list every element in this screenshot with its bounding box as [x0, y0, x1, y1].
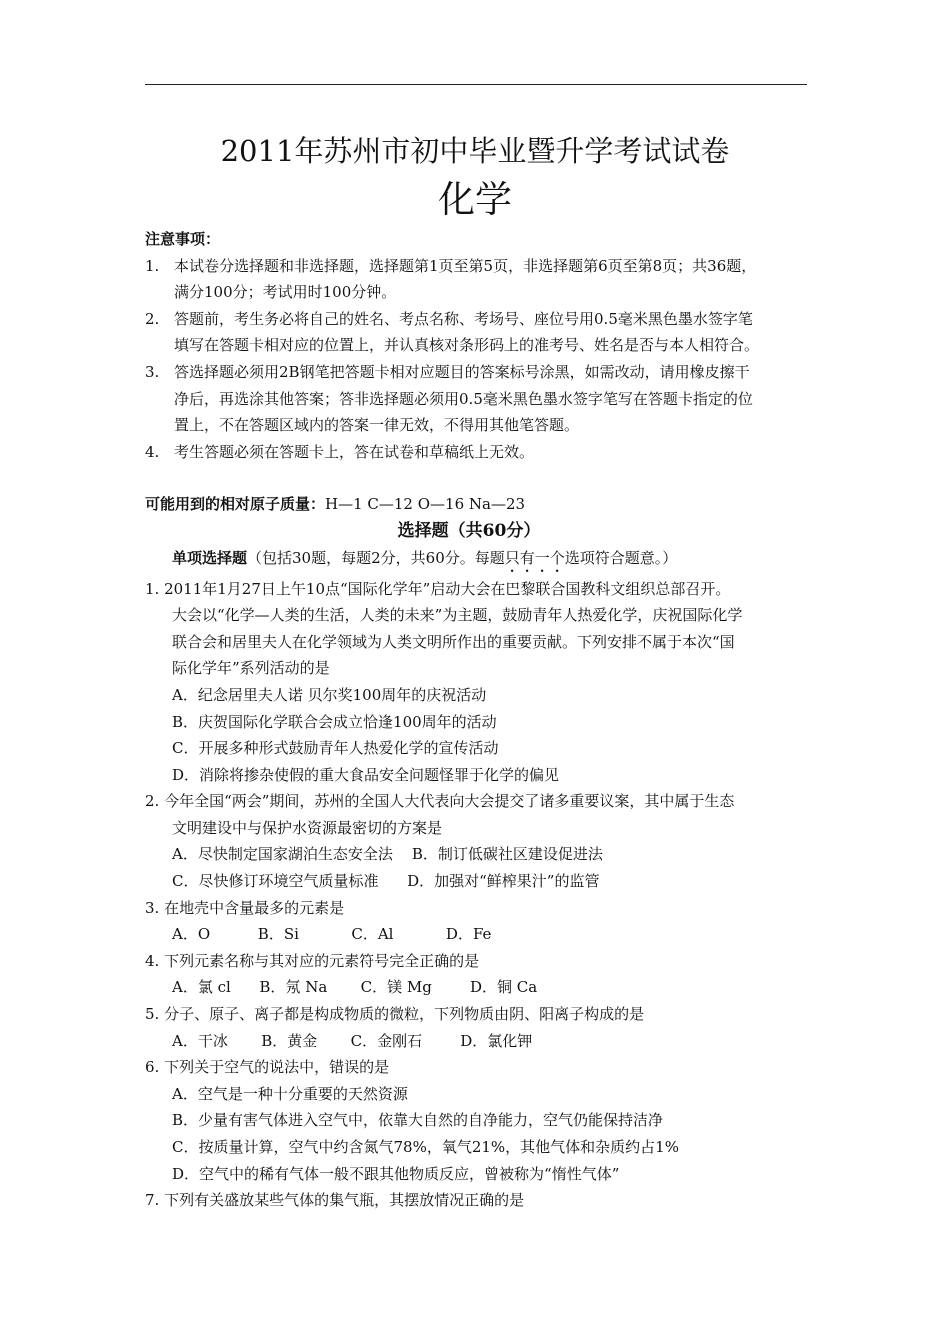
- question-text: 下列元素名称与其对应的元素符号完全正确的是: [164, 951, 480, 970]
- note-text: 填写在答题卡相对应的位置上，并认真核对条形码上的准考号、姓名是否与本人相符合。: [174, 336, 760, 355]
- note-line: [145, 332, 815, 359]
- note-line: [145, 439, 815, 466]
- question-text: 际化学年”系列活动的是: [172, 659, 330, 678]
- question-line: [145, 1054, 815, 1081]
- note-text: 答题前，考生务必将自己的姓名、考点名称、考场号、座位号用0.5毫米黑色墨水签字笔: [174, 309, 753, 328]
- subject-title: 化学: [438, 178, 512, 221]
- note-number: 4.: [145, 442, 160, 461]
- question-text: 分子、原子、离子都是构成物质的微粒，下列物质由阴、阳离子构成的是: [164, 1005, 645, 1024]
- note-line: [145, 412, 815, 439]
- answer-option: A．纪念居里夫人诺 贝尔奖100周年的庆祝活动: [172, 685, 487, 704]
- question-number: 1.: [145, 579, 160, 598]
- question-text: 在地壳中含量最多的元素是: [164, 898, 345, 917]
- question-number: 2.: [145, 792, 160, 811]
- single-choice-desc-emphasis: 只有一个: [504, 548, 565, 567]
- question-number: 7.: [145, 1191, 160, 1210]
- note-line: [145, 306, 815, 333]
- question-line: [145, 602, 815, 629]
- question-line: [145, 948, 815, 975]
- note-text: 满分100分；考试用时100分钟。: [174, 283, 397, 302]
- exam-content: [145, 226, 815, 1214]
- notes-heading: 注意事项：: [145, 230, 221, 248]
- question-list: [145, 576, 815, 1214]
- note-text: 答选择题必须用2B钢笔把答题卡相对应题目的答案标号涂黑，如需改动，请用橡皮擦干: [174, 362, 750, 381]
- answer-option: A．干冰 B．黄金 C．金刚石 D．氯化钾: [172, 1031, 533, 1050]
- note-line: [145, 279, 815, 306]
- question-number: 4.: [145, 951, 160, 970]
- question-line: [145, 576, 815, 603]
- question-text: 今年全国“两会”期间，苏州的全国人大代表向大会提交了诸多重要议案，其中属于生态: [164, 792, 735, 811]
- section-title: 选择题（共60分）: [397, 520, 541, 541]
- note-number: 2.: [145, 309, 160, 328]
- answer-option: A．空气是一种十分重要的天然资源: [172, 1084, 408, 1103]
- exam-title: 2011年苏州市初中毕业暨升学考试试卷: [220, 134, 730, 168]
- note-text: 置上，不在答题区域内的答案一律无效，不得用其他笔答题。: [174, 416, 580, 435]
- note-number: 1.: [145, 256, 160, 275]
- question-text: 文明建设中与保护水资源最密切的方案是: [172, 818, 443, 837]
- answer-option: A．氯 cl B．氖 Na C．镁 Mg D．铜 Ca: [172, 978, 538, 997]
- note-text: 考生答题必须在答题卡上，答在试卷和草稿纸上无效。: [174, 442, 535, 461]
- spacer: [145, 465, 815, 491]
- note-text: 净后，再选涂其他答案；答非选择题必须用0.5毫米黑色墨水签字笔写在答题卡指定的位: [174, 389, 753, 408]
- question-text: 2011年1月27日上午10点“国际化学年”启动大会在巴黎联合国教科文组织总部召开。: [164, 579, 731, 598]
- answer-option: C．开展多种形式鼓励青年人热爱化学的宣传活动: [172, 739, 499, 758]
- question-number: 5.: [145, 1005, 160, 1024]
- answer-option: A．O B．Si C．Al D．Fe: [172, 925, 492, 944]
- answer-option: B．庆贺国际化学联合会成立恰逢100周年的活动: [172, 712, 497, 731]
- question-text: 下列有关盛放某些气体的集气瓶，其摆放情况正确的是: [164, 1191, 525, 1210]
- question-line: [145, 815, 815, 842]
- question-line: [145, 1187, 815, 1214]
- single-choice-instructions: [145, 545, 815, 576]
- question-text: 大会以“化学—人类的生活，人类的未来”为主题，鼓励青年人热爱化学，庆祝国际化学: [172, 606, 743, 625]
- answer-option: C．按质量计算，空气中约含氮气78%，氧气21%，其他气体和杂质约占1%: [172, 1138, 679, 1156]
- answer-option: A．尽快制定国家湖泊生态安全法 B．制订低碳社区建设促进法: [172, 845, 603, 864]
- question-number: 3.: [145, 898, 160, 917]
- question-line: [145, 655, 815, 682]
- answer-option: C．尽快修订环境空气质量标准 D．加强对“鲜榨果汁”的监管: [172, 872, 600, 891]
- header-rule: [145, 84, 807, 85]
- atomic-mass-values: H—1 C—12 O—16 Na—23: [325, 495, 526, 514]
- question-line: [145, 788, 815, 815]
- single-choice-desc-pre: （包括30题，每题2分，共60分。每题: [247, 548, 505, 567]
- single-choice-label: 单项选择题: [172, 548, 248, 567]
- answer-option: D．空气中的稀有气体一般不跟其他物质反应，曾被称为“惰性气体”: [172, 1164, 620, 1183]
- question-text: 联合会和居里夫人在化学领域为人类文明所作出的重要贡献。下列安排不属于本次“国: [172, 632, 735, 651]
- notes-list: [145, 253, 815, 466]
- note-line: [145, 359, 815, 386]
- atomic-mass-line: [145, 491, 815, 518]
- question-text: 下列关于空气的说法中，错误的是: [164, 1058, 390, 1077]
- question-line: [145, 629, 815, 656]
- note-number: 3.: [145, 362, 160, 381]
- atomic-mass-label: 可能用到的相对原子质量：: [145, 495, 326, 514]
- note-line: [145, 386, 815, 413]
- single-choice-desc-post: 选项符合题意。）: [564, 548, 678, 567]
- answer-option: D．消除将掺杂使假的重大食品安全问题怪罪于化学的偏见: [172, 765, 560, 784]
- note-text: 本试卷分选择题和非选择题，选择题第1页至第5页，非选择题第6页至第8页；共36题，: [174, 256, 757, 275]
- question-number: 6.: [145, 1058, 160, 1077]
- question-line: [145, 1001, 815, 1028]
- answer-option: B．少量有害气体进入空气中，依靠大自然的自净能力，空气仍能保持洁净: [172, 1111, 664, 1130]
- question-line: [145, 895, 815, 922]
- note-line: [145, 253, 815, 280]
